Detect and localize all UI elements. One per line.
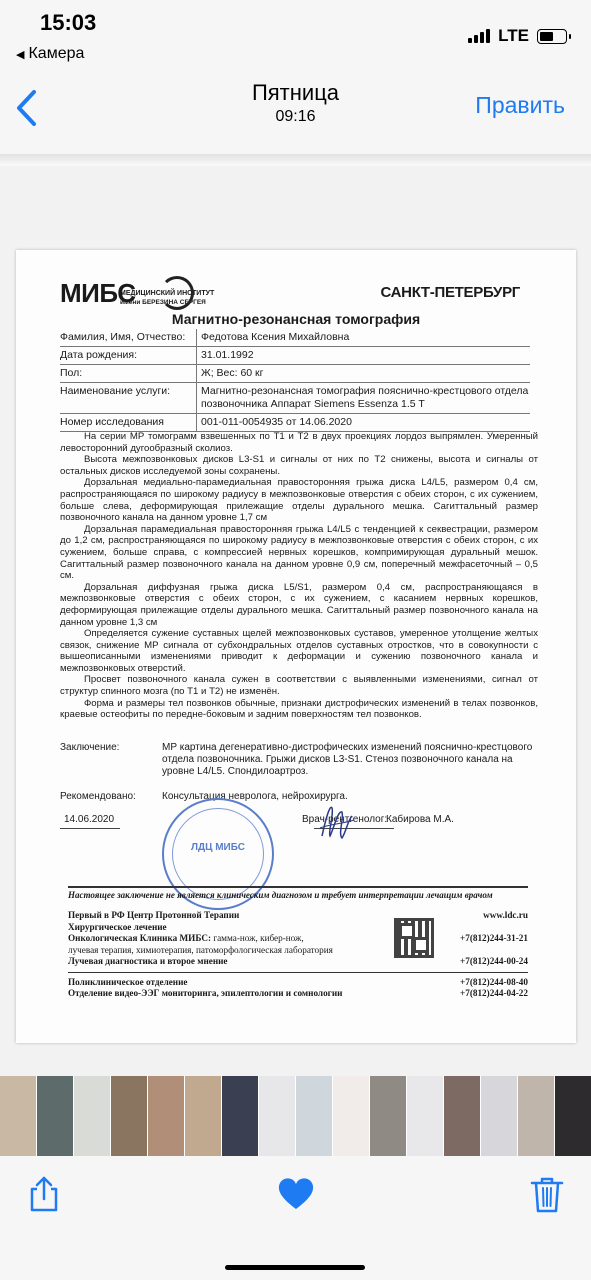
footer-left: Первый в РФ Центр Протонной Терапии	[68, 910, 240, 920]
report-paragraph: Просвет позвоночного канала сужен в соответствии с выявленными изменениями, сигнал от структур спинного мозга (по Т1 и Т2) не изменён.	[60, 674, 538, 698]
footer-divider	[68, 972, 528, 973]
signature-icon	[316, 798, 356, 844]
report-paragraph: Дорзальная парамедиальная правосторонняя грыжа L4/L5 с тенденцией к секвестрации, размером до 1,2 см, распространяющаяся по широкому радиусу в межпозвонковые отверстия с обеих сторон, с их сужением, больше справа, с компрессией нервных корешков, компримирующая дуральный мешок. Сагиттальный размер позвоночного канала на данном уровне 0,9 см, поперечный межфасеточный – 0,5 см.	[60, 523, 538, 582]
field-value: Федотова Ксения Михайловна	[196, 329, 530, 346]
back-app-label: Камера	[28, 45, 85, 62]
clock: 15:03	[40, 10, 97, 35]
footer-line	[68, 933, 528, 945]
field-row	[60, 365, 530, 383]
field-row	[60, 414, 530, 432]
footer-line	[68, 956, 528, 968]
nav-subtitle: 09:16	[275, 108, 316, 125]
field-value: Магнитно-резонансная томография пояснично-крестцового отдела позвоночника Аппарат Siemens Essenza 1.5 T	[196, 383, 530, 413]
recommendation	[60, 791, 538, 802]
photo-thumbnail[interactable]	[111, 1076, 148, 1156]
home-indicator[interactable]	[225, 1265, 365, 1270]
network-type: LTE	[498, 26, 529, 45]
photo-thumbnail[interactable]	[74, 1076, 111, 1156]
photo-thumbnail[interactable]	[518, 1076, 555, 1156]
back-to-app[interactable]	[16, 45, 84, 63]
footer-left: Отделение видео-ЭЭГ мониторинга, эпилептологии и сомнологии	[68, 988, 343, 998]
footer-right: +7(812)244-00-24	[459, 956, 528, 966]
footer-right: +7(812)244-04-22	[459, 988, 528, 998]
patient-fields	[60, 329, 530, 432]
photo-thumbnail[interactable]	[481, 1076, 518, 1156]
document-title: Магнитно-резонансная томография	[171, 311, 421, 327]
footer-line	[68, 977, 528, 989]
report-body	[60, 431, 538, 721]
disclaimer: Настоящее заключение не является клиническим диагнозом и требует интерпретации лечащим врачом	[68, 886, 528, 900]
logo-arc-icon	[160, 276, 194, 310]
report-paragraph: Высота межпозвонковых дисков L3-S1 и сигналы от них по Т2 снижены, высота и сигналы от остальных дисков исследуемой зоны сохранены.	[60, 454, 538, 477]
trash-icon[interactable]	[527, 1174, 567, 1214]
status-indicators	[468, 26, 567, 46]
photo-thumbnail[interactable]	[185, 1076, 222, 1156]
stamp-text: ЛДЦ МИБС	[190, 842, 246, 853]
field-label: Наименование услуги:	[60, 385, 171, 397]
report-paragraph: Дорзальная медиально-парамедиальная правосторонняя грыжа диска L4/L5, размером 0,4 см, распространяющаяся по широкому радиусу в межпозвонковые отверстия с обеих сторон, с их сужением, больше слева, деформирующая прилежащие отделы дурального мешка. Сагиттальный размер позвоночного канала на данном уровне 1,7 см	[60, 477, 538, 524]
field-row	[60, 383, 530, 414]
footer-left: Хирургическое лечение	[68, 921, 167, 932]
nav-divider	[0, 154, 591, 166]
field-row	[60, 347, 530, 365]
footer-right: +7(812)244-31-21	[459, 933, 528, 943]
footer-line	[68, 910, 528, 922]
footer-line	[68, 945, 528, 957]
logo-subtitle-1: МЕДИЦИНСКИЙ ИНСТИТУТ	[120, 290, 215, 297]
photo-viewer[interactable]	[0, 166, 591, 1076]
footer-right: www.ldc.ru	[483, 910, 528, 920]
footer-left: лучевая терапия, химиотерапия, патоморфологическая лаборатория	[68, 944, 333, 955]
signal-icon	[468, 29, 490, 43]
photo-thumbnail[interactable]	[37, 1076, 74, 1156]
clinic-logo	[60, 278, 215, 309]
field-row	[60, 329, 530, 347]
doctor-name: Кабирова М.А.	[386, 814, 454, 825]
field-value: 001-011-0054935 от 14.06.2020	[196, 414, 530, 431]
field-label: Дата рождения:	[60, 349, 137, 361]
report-paragraph: Дорзальная диффузная грыжа диска L5/S1, размером 0,4 см, распространяющаяся в межпозвонковые отверстия с обеих сторон, с их сужением, с касанием нервных корешков, деформирующая прилежащие отделы дурального мешка. Сагиттальный размер позвоночного канала на данном уровне 1,3 см	[60, 581, 538, 628]
battery-icon	[537, 29, 567, 44]
qr-code-icon	[394, 918, 434, 958]
radiologist-label: Врач-рентгенолог:	[302, 814, 388, 825]
photo-thumbnail[interactable]	[0, 1076, 37, 1156]
thumbnail-strip[interactable]	[0, 1076, 591, 1156]
photo-thumbnail[interactable]	[407, 1076, 444, 1156]
report-date: 14.06.2020	[64, 814, 115, 825]
field-label: Номер исследования	[60, 416, 164, 428]
status-bar	[0, 0, 591, 70]
field-label: Пол:	[60, 367, 83, 379]
footer-left: гамма-нож, кибер-нож,	[211, 933, 304, 943]
recommended-text: Консультация невролога, нейрохирурга.	[162, 791, 348, 802]
city-label: САНКТ-ПЕТЕРБУРГ	[380, 284, 520, 301]
photo-thumbnail[interactable]	[148, 1076, 185, 1156]
document-photo	[16, 250, 576, 1043]
field-label: Фамилия, Имя, Отчество:	[60, 331, 186, 343]
navigation-bar	[0, 70, 591, 154]
clinic-footer	[68, 910, 528, 1000]
report-paragraph: Форма и размеры тел позвонков обычные, признаки дистрофических изменений в телах позвонков, краевые остеофиты по передне-боковым и задним поверхностям тел позвонков.	[60, 697, 538, 721]
back-triangle-icon: ◀	[16, 48, 25, 61]
conclusion-text: МР картина дегенеративно-дистрофических изменений пояснично-крестцового отдела позвоночника. Грыжи дисков L3-S1. Стеноз позвоночного канала на уровне L4/L5. Спондилоартроз.	[162, 742, 533, 777]
photo-thumbnail[interactable]	[222, 1076, 259, 1156]
logo-text: МИБС	[60, 278, 136, 308]
conclusion	[60, 742, 538, 778]
bottom-toolbar	[0, 1156, 591, 1280]
field-value: 31.01.1992	[196, 347, 530, 364]
footer-right: +7(812)244-08-40	[459, 976, 528, 987]
photo-thumbnail[interactable]	[444, 1076, 481, 1156]
heart-icon[interactable]	[276, 1174, 316, 1214]
photo-thumbnail[interactable]	[296, 1076, 333, 1156]
nav-title: Пятница	[251, 80, 340, 105]
field-value: Ж; Вес: 60 кг	[196, 365, 530, 382]
logo-subtitle-2: имени БЕРЕЗИНА СЕРГЕЯ	[120, 299, 206, 306]
report-paragraph: На серии МР томограмм взвешенных по Т1 и Т2 в двух проекциях лордоз выпрямлен. Умеренный левосторонний дугообразный сколиоз.	[60, 431, 538, 454]
photo-thumbnail[interactable]	[333, 1076, 370, 1156]
footer-left: Поликлиническое отделение	[68, 976, 188, 987]
recommended-label: Рекомендовано:	[60, 791, 136, 802]
date-underline	[60, 828, 120, 829]
footer-line	[68, 922, 528, 934]
footer-line	[68, 988, 528, 1000]
footer-left: Лучевая диагностика и второе мнение	[68, 956, 228, 966]
report-paragraph: Определяется сужение суставных щелей межпозвонковых суставов, умеренное утолщение желтых связок, снижение МР сигнала от субхондральных отделов суставных отростков, что в совокупности с вышеописанными изменениями приводит к деформации и сужению позвоночного канала и межпозвонковых отверстий.	[60, 628, 538, 674]
conclusion-label: Заключение:	[60, 742, 120, 753]
footer-left-bold: Онкологическая Клиника МИБС:	[68, 933, 212, 943]
edit-button[interactable]: Править	[475, 92, 565, 118]
photo-thumbnail[interactable]	[259, 1076, 296, 1156]
photo-thumbnail[interactable]	[555, 1076, 591, 1156]
photo-thumbnail[interactable]	[370, 1076, 407, 1156]
share-icon[interactable]	[24, 1174, 64, 1214]
